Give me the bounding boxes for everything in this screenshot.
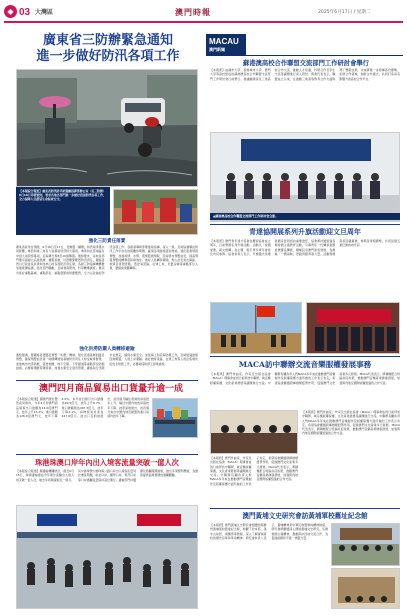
trade-headline: 澳門四月商品貿易出口貨量升逾一成 — [38, 384, 183, 394]
page-number: 03 — [19, 7, 31, 18]
port-crowd-photo — [16, 505, 198, 609]
alliance-headline: 蘇港澳高校合作聯盟交流部門工作研討會舉行 — [243, 60, 369, 67]
body-text-1: 廣東省氣象台預測，6月16日至17日，受颱風「蝴蝶」和西南季風共同影響，粵西和珠三角有大到暴雨局部特大暴雨，粵東和北部地區有中到大雨局部暴雨，沿海將出現8至10級陣風。通知要求，各地各部門要牢固樹立底線思維、極限思維，切實壓緊壓實防汛責任，嚴格落實以行政首長負責制為核心的各項防汛責任制，各級三防指揮機構要加強統籌協調，強化部門聯動，及時會商研判，科學精準調度。要突出抓好重點區域、重點部位、重點環節的防範應對，全力以赴做好防汛各項工作。各級領導幹部要靠前指揮、深入一線，及時協調解決防汛工作中存在的困難和問題，確保各項措施落到實處。強化監測預報預警，加強雨情、水情、風情監測預報，及時發布預警信息，提高預報預警的精準度和時效性。做好人員轉移避險，對山洪災害危險區、地質災害隱患點、低洼易澇區、在建工地、危舊房屋等重點部位人員，要提前果斷轉移。 — [16, 245, 198, 275]
flag-photo-2 — [306, 302, 400, 354]
masthead: 澳門時報 — [175, 7, 211, 17]
flag-raising-headline: 青達協開展系列升旗活動迎文旦周年 — [249, 227, 361, 236]
alliance-group-photo-art — [211, 133, 400, 222]
whampoa-group-photo-art — [332, 524, 400, 566]
flood-photo — [16, 69, 198, 187]
page-badge-icon: ◆ — [4, 5, 17, 18]
alliance-body: 【本報訊】由蘇州大學、香港城市大學、澳門大學等高校組成的蘇港澳高校合作聯盟交流部門工作研討會日前舉行。會議圍繞深化三地高校合作交流、推動人才培養、科研合作及學生交流等議題進行深入研討。與會代表表示，聯盟成立以來，在推動三地高等教育合作方面取得了豐碩成果，未來將進一步發揮各自優勢，拓展合作領域，創新合作模式，共同打造具有影響力的高校合作平台。 — [210, 68, 400, 81]
flag-photo-1-art — [211, 303, 302, 354]
sub-heading-2: 強化洪澇防禦人員轉移避險 — [79, 347, 135, 352]
maca-meeting-photo — [210, 410, 298, 454]
alliance-group-photo — [210, 132, 400, 222]
divider — [210, 224, 400, 225]
alliance-photo-caption: ▲蘇港澳高校合作聯盟交流部門工作研討會合影。 — [210, 213, 400, 220]
maca-body-3: 【本報訊】澳門作曲家、作家及出版社協會（MACA）理事會成員日前拜訪中聯辦，就音樂版權保護、文化產業發展等議題進行交流。中聯辦有關負責人對MACA多年來在推動澳門音樂創作及版權保護方面所做的工作表示肯定，希望協會繼續發揮橋樑紐帶作用，促進澳門文化產業多元發展。MACA代表表示，將積極配合特區政府政策，推動澳門音樂產業健康發展，加強與內地及國際版權組織的合作交流。 — [210, 456, 298, 486]
photo-caption-box: 【本報綜合報道】廣東省防汛防旱防風總指揮部辦公室（省三防辦）6月16日印發通知，要求各地各部門進一步做好當前防汛各項工作，全力保障人民群眾生命財產安全。 — [16, 187, 110, 235]
main-headline-2: 進一步做好防汛各項工作 — [36, 49, 180, 64]
border-body: 【本報綜合報道】據邊檢機關統計，截至6月15日，珠海邊檢總站今年累計查驗出入境人員突破一億人次，較去年同期提前近一個月。其中港珠澳大橋珠海公路口岸出入境客流量同比增長明顯，拱北口岸、橫琴口岸、青茂口岸等口岸通關流量保持高位運行。邊檢部門持續優化通關服務措施，推出多項便利舉措，為旅客提供高效便捷的通關體驗。 — [16, 469, 198, 482]
port-crowd-photo-art — [17, 506, 198, 609]
maca-body-2: 【本報訊】澳門作曲家、作家及出版社協會（MACA）理事會成員日前拜訪中聯辦，就音樂版權保護、文化產業發展等議題進行交流。中聯辦有關負責人對MACA多年來在推動澳門音樂創作及版權保護方面所做的工作表示肯定，希望協會繼續發揮橋樑紐帶作用，促進澳門文化產業多元發展。MACA代表表示，將積極配合特區政府政策，推動澳門音樂產業健康發展，加強與內地及國際版權組織的合作交流。 — [302, 410, 400, 436]
port-photo — [152, 398, 198, 438]
section-name: 大灣區 — [35, 9, 54, 16]
border-headline: 珠港珠澳口岸年內出入境客流量突破一億人次 — [35, 458, 179, 467]
divider — [210, 508, 400, 509]
trade-body: 【本報綜合報道】據澳門統計暨普查局資料，今年4月份澳門商品貿易出口總額為12.6億澳門元，按年上升13.2%；進口總額為128.9億澳門元，按年下降4.5%。本年首四個月出口總額為49.5億元，按年上升8.7%；進口總額則為497.3億元，按年下降2.1%，貨物貿易逆差為447.8億元。按出口目的地統計，首四個月輸往香港的貨值按年上升，輸往中國內地的貨值按年下降；按原產地統計，首四個月來自中國內地及歐盟的進口貨值均按年下降。 — [16, 397, 149, 419]
whampoa-headline: 澳門黃埔文史研究會訪黃埔軍校舊址紀念館 — [242, 512, 368, 520]
sub-heading-1: 強化三防責任落實 — [88, 239, 126, 244]
macau-logo-text: MACAU — [209, 37, 239, 46]
main-headline-1: 廣東省三防辦緊急通知 — [42, 33, 173, 48]
section-rule — [246, 55, 403, 56]
whampoa-museum-photo — [331, 568, 400, 609]
macau-section-logo — [206, 34, 246, 56]
whampoa-group-photo — [331, 523, 400, 566]
rescue-photo-art — [114, 190, 198, 235]
flag-raising-body: 【本報訊】澳門青年達才協會為慶祝協會成立周年，日前舉辦系列升旗活動。活動以「愛國愛澳、薪火相傳」為主題，吸引眾多青年會員及市民參與。協會負責人表示，升旗儀式是增強國家認同感的重要途徑，協會將持續組織各類愛國主義教育活動，引導青年一代傳承愛國愛澳優良傳統，積極投身澳門建設發展，為推進「一國兩制」實踐貢獻青春力量。活動現場氣氛莊嚴肅穆，參與者齊唱國歌，共同見證五星紅旗冉冉升起。 — [210, 239, 400, 256]
port-photo-art — [153, 399, 198, 438]
flag-photo-2-art — [307, 303, 400, 354]
maca-meeting-photo-art — [211, 411, 298, 454]
body-text-2: 通知強調，要嚴格落實臨災預警「叫應」機制，強化直達基層的臨災預警，確保預警信息第一時間傳遞到基層防汛責任人和受威脅群眾。加強城市內澇防範，落實地鐵、地下空間、下穿隧道等重點部位防範措施，必要時果斷停運停業。加強水庫安全度汛管理，嚴格執行汛限水位規定，確保水庫安全。加強海上和沿海防風工作，及時組織漁船回港避風、人員上岸避險。做好旅遊景區、在建工地等人員密集場所的安全防範工作，必要時採取停工停業措施。 — [16, 353, 198, 370]
maca-body-1: 【本報訊】澳門作曲家、作家及出版社協會（MACA）理事會成員日前拜訪中聯辦，就音樂版權保護、文化產業發展等議題進行交流。中聯辦有關負責人對MACA多年來在推動澳門音樂創作及版權保護方面所做的工作表示肯定，希望協會繼續發揮橋樑紐帶作用，促進澳門文化產業多元發展。MACA代表表示，將積極配合特區政府政策，推動澳門音樂產業健康發展，加強與內地及國際版權組織的合作交流。 — [210, 372, 400, 385]
divider — [16, 454, 198, 455]
header-rule — [4, 21, 403, 23]
divider — [210, 356, 400, 357]
maca-headline: MACA訪中聯辦交流音樂服權發展事務 — [238, 360, 372, 369]
whampoa-museum-photo-art — [332, 569, 400, 609]
issue-date: 2025年6月17日 / 星期二 — [318, 10, 371, 15]
rescue-photo — [113, 189, 198, 235]
flood-photo-art — [17, 70, 198, 187]
divider — [16, 380, 198, 381]
whampoa-body: 【本報訊】澳門黃埔文史研究會組團訪問廣州黃埔軍校舊址紀念館，參觀了校本部、孫中山故居、俱樂部等展館，深入了解黃埔軍校的歷史沿革和革命精神。研究會負責人表示，黃埔精神是中華民族寶貴的精神財富，研究會將繼續深入開展黃埔文史研究，弘揚愛國主義精神，推動兩岸四地交流合作，為促進祖國和平統一貢獻力量。 — [210, 523, 328, 540]
flag-photo-1 — [210, 302, 302, 354]
macau-logo-sub: 澳門新聞 — [209, 47, 225, 52]
